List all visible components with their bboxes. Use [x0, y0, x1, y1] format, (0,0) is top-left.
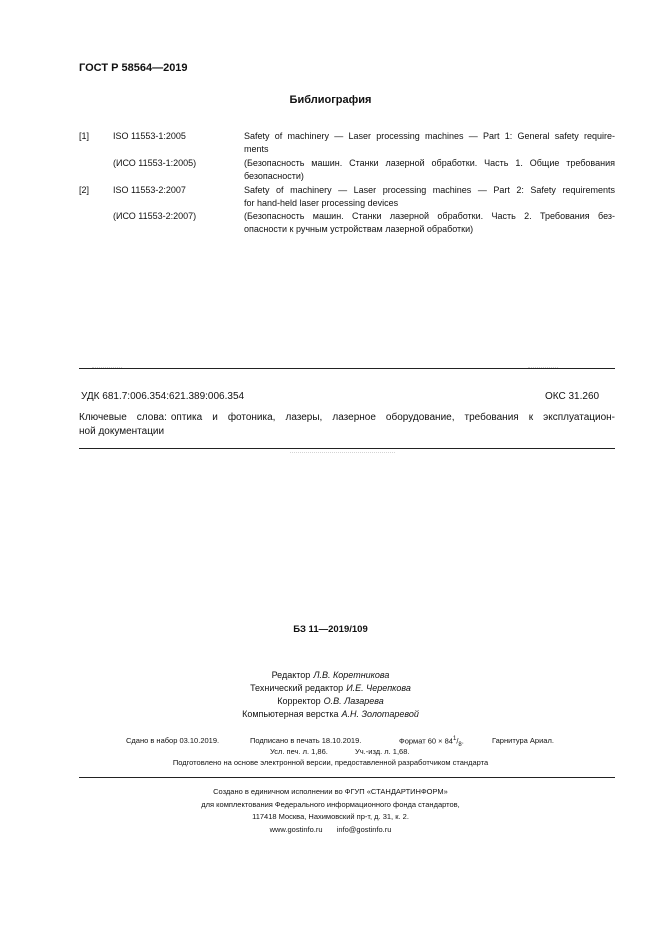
- entry-title-line: Safety of machinery — Laser processing machines — Part 1: General safety require-: [244, 131, 615, 141]
- entry-ru-code: (ИСО 11553-1:2005): [113, 158, 197, 168]
- footer-contacts: [0, 824, 661, 837]
- entry-ru-title-line: (Безопасность машин. Станки лазерной обработки. Часть 1. Общие требования: [244, 158, 615, 168]
- oks-code: ОКС 31.260: [545, 391, 600, 402]
- divider-footer: [79, 777, 615, 778]
- keywords-line: ной документации: [79, 426, 165, 437]
- staff-person: А.Н. Золотаревой: [341, 709, 419, 719]
- format-numerator: 1: [452, 736, 457, 742]
- standard-number: ГОСТ Р 58564—2019: [79, 62, 188, 74]
- keywords-label: Ключевые слова:: [79, 412, 167, 423]
- imprint-print-sheets: Усл. печ. л. 1,86.: [270, 747, 328, 756]
- staff-person: И.Е. Черепкова: [346, 683, 411, 693]
- staff-person: Л.В. Коретникова: [313, 670, 390, 680]
- bibliography-list: [0, 0, 661, 240]
- udc-code: УДК 681.7:006.354:621.389:006.354: [81, 391, 245, 402]
- entry-ru-code: (ИСО 11553-2:2007): [113, 211, 197, 221]
- scan-artifact: [290, 452, 395, 453]
- entry-title-line: for hand-held laser processing devices: [244, 197, 399, 208]
- entry-ru-title: [244, 210, 615, 235]
- footer-line: для комплектования Федерального информационного фонда стандартов,: [201, 799, 460, 809]
- entry-ru-title-line: безопасности): [244, 170, 304, 181]
- entry-ru-title-line: опасности к ручным устройствам лазерной обработки): [244, 223, 474, 234]
- imprint-publish-sheets: Уч.-изд. л. 1,68.: [355, 747, 410, 756]
- entry-title: [244, 184, 615, 209]
- keywords-text: оптика и фотоника, лазеры, лазерное оборудование, требования к эксплуатацион-: [170, 412, 615, 423]
- entry-number: [1]: [79, 131, 90, 141]
- format-prefix: Формат 60 × 84: [399, 736, 453, 746]
- divider-bottom: [79, 448, 615, 449]
- entry-number: [2]: [79, 185, 90, 195]
- staff-role: Редактор: [271, 670, 311, 680]
- bibliography-title: Библиография: [289, 94, 372, 106]
- footer-line: 117418 Москва, Нахимовский пр-т, д. 31, к. 2.: [252, 812, 409, 821]
- staff-line: [0, 682, 661, 695]
- imprint-submitted: Сдано в набор 03.10.2019.: [126, 736, 220, 745]
- format-suffix: .: [461, 736, 464, 746]
- bz-number: БЗ 11—2019/109: [293, 624, 368, 635]
- email-link[interactable]: info@gostinfo.ru: [336, 824, 392, 834]
- imprint-signed: Подписано в печать 18.10.2019.: [250, 736, 362, 745]
- staff-role: Компьютерная верстка: [242, 709, 339, 719]
- entry-title: [244, 130, 615, 155]
- footer: [0, 786, 661, 836]
- entry-code: ISO 11553-2:2007: [113, 185, 186, 195]
- staff-line: [0, 695, 661, 708]
- keywords-line: [79, 411, 615, 425]
- format-denominator: 8: [458, 742, 462, 748]
- staff-person: О.В. Лазарева: [323, 696, 384, 706]
- divider-top: [79, 368, 615, 369]
- website-link[interactable]: www.gostinfo.ru: [269, 824, 323, 834]
- staff-line: [0, 708, 661, 721]
- entry-title-line: ments: [244, 143, 269, 154]
- keywords: [79, 411, 615, 439]
- footer-line: Создано в единичном исполнении во ФГУП «СТАНДАРТИНФОРМ»: [213, 787, 448, 796]
- entry-ru-title-line: (Безопасность машин. Станки лазерной обработки. Часть 2. Требования без-: [244, 211, 615, 221]
- imprint-typeface: Гарнитура Ариал.: [492, 736, 554, 745]
- entry-ru-title: [244, 157, 615, 182]
- entry-code: ISO 11553-1:2005: [113, 131, 186, 141]
- staff-role: Корректор: [277, 696, 321, 706]
- imprint-prepared: Подготовлено на основе электронной версии, предоставленной разработчиком стандарта: [172, 758, 489, 767]
- format-slash: /: [456, 736, 459, 746]
- staff-line: [0, 669, 661, 682]
- entry-title-line: Safety of machinery — Laser processing machines — Part 2: Safety requirements: [244, 185, 615, 195]
- staff-role: Технический редактор: [250, 683, 344, 693]
